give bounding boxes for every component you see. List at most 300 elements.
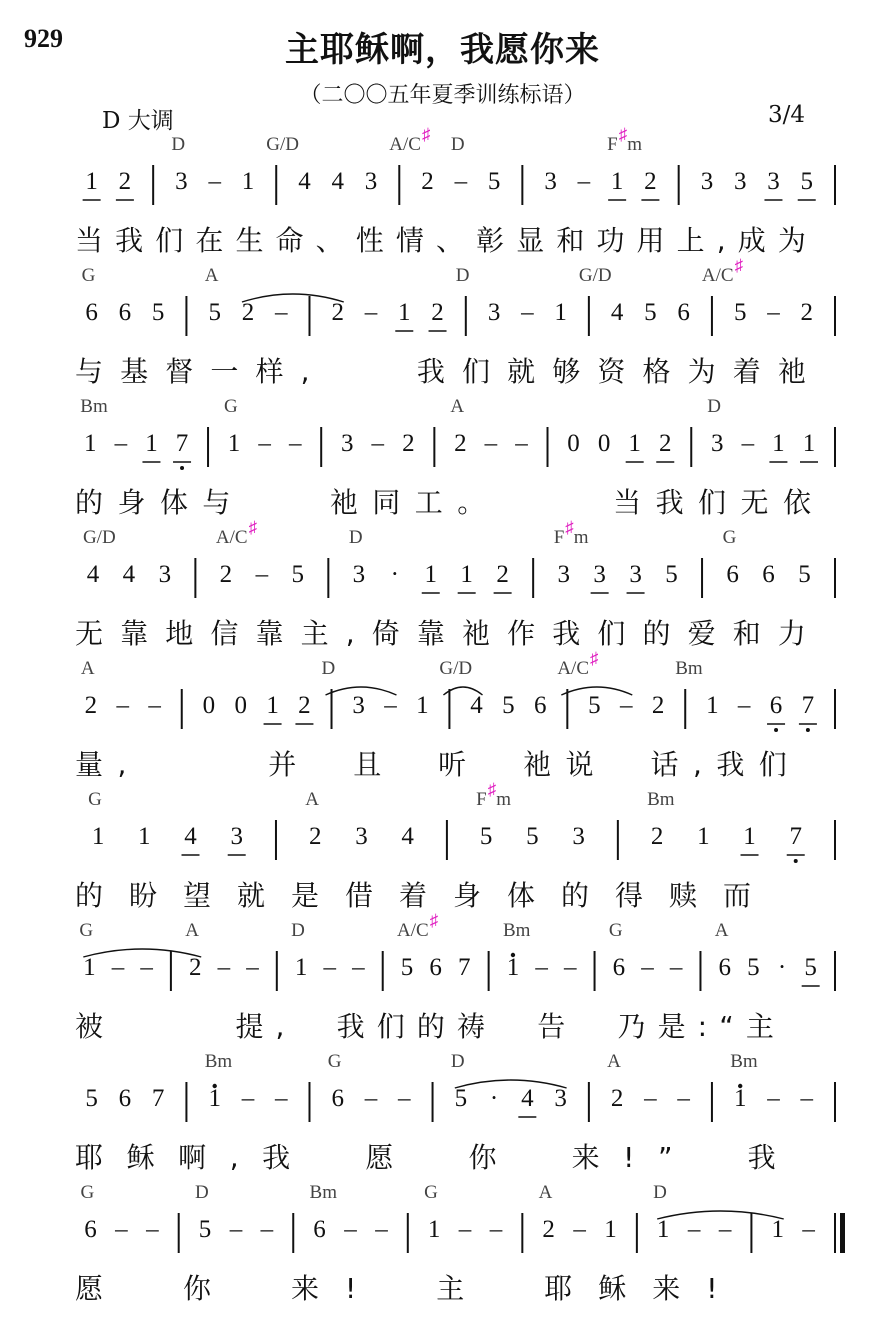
dash: – bbox=[535, 954, 548, 981]
dash: – bbox=[352, 954, 365, 981]
note: 3 bbox=[230, 823, 243, 850]
chord-symbol bbox=[397, 911, 439, 942]
note: 2 bbox=[118, 168, 132, 195]
system-5 bbox=[0, 649, 885, 790]
chord-root: G bbox=[81, 265, 96, 286]
chord-root: Bm bbox=[309, 1182, 337, 1203]
note: 5 bbox=[804, 954, 817, 981]
chord-root: G/D bbox=[578, 265, 612, 286]
dash: – bbox=[687, 1216, 701, 1243]
sharp-sign: ♯ bbox=[248, 518, 258, 537]
note: 2 bbox=[241, 299, 255, 326]
note: 1 bbox=[460, 561, 473, 588]
chord-root: G bbox=[608, 920, 623, 941]
note: 3 bbox=[572, 823, 585, 850]
chord-root: G bbox=[722, 527, 737, 548]
chord-root: Bm bbox=[502, 920, 531, 941]
note: 7 bbox=[458, 954, 471, 981]
dot: · bbox=[777, 954, 787, 981]
chord-root: G bbox=[88, 789, 102, 810]
note: 5 bbox=[487, 168, 501, 195]
chord-symbol bbox=[653, 1182, 667, 1204]
chord-root: A bbox=[714, 920, 729, 941]
system-3 bbox=[0, 397, 885, 528]
note: 6 bbox=[726, 561, 739, 588]
note: 2 bbox=[421, 168, 434, 195]
chord-symbol bbox=[205, 265, 219, 287]
chord-root: G bbox=[424, 1182, 438, 1203]
note: 1 bbox=[628, 430, 641, 457]
lyrics-line: 量, 并 且 听 祂说 话,我们 bbox=[75, 748, 802, 781]
chord-root: D bbox=[348, 527, 363, 548]
lyrics-line: 的盼望就是借着身体的得赎而 bbox=[75, 879, 778, 912]
dash: – bbox=[515, 430, 528, 457]
note: 2 bbox=[298, 692, 311, 719]
note: 1 bbox=[743, 823, 756, 850]
chord-root: G bbox=[79, 920, 94, 941]
note: 5 bbox=[454, 1085, 468, 1112]
chord-symbol bbox=[451, 134, 465, 156]
note: 1 bbox=[266, 692, 279, 719]
dash: – bbox=[677, 1085, 690, 1112]
chord-symbol bbox=[439, 658, 472, 680]
note: 5 bbox=[665, 561, 678, 588]
note: 1 bbox=[697, 823, 710, 850]
sharp-sign: ♯ bbox=[487, 780, 497, 799]
note: 3 bbox=[158, 561, 172, 588]
dash: – bbox=[258, 430, 271, 457]
note: 1 bbox=[706, 692, 719, 719]
chord-root: G bbox=[327, 1051, 342, 1072]
note: 5 bbox=[400, 954, 414, 981]
note: 1 bbox=[506, 954, 520, 981]
note: 1 bbox=[772, 430, 785, 457]
dash: – bbox=[454, 168, 468, 195]
system-6 bbox=[0, 780, 885, 921]
dash: – bbox=[741, 430, 755, 457]
note: 2 bbox=[308, 823, 322, 850]
chord-symbol bbox=[707, 396, 721, 418]
note: 3 bbox=[352, 561, 366, 588]
note: 3 bbox=[487, 299, 501, 326]
dash: – bbox=[577, 168, 591, 195]
note: 1 bbox=[554, 299, 567, 326]
dash: – bbox=[375, 1216, 388, 1243]
chord-root: A bbox=[305, 789, 319, 810]
note: 2 bbox=[800, 299, 813, 326]
dash: – bbox=[246, 954, 259, 981]
chord-root: A bbox=[185, 920, 199, 941]
chord-symbol bbox=[195, 1182, 209, 1204]
chord-symbol bbox=[305, 789, 319, 811]
note: 2 bbox=[644, 168, 657, 195]
note: 1 bbox=[83, 954, 96, 981]
note: 3 bbox=[767, 168, 780, 195]
note: 5 bbox=[747, 954, 760, 981]
note: 5 bbox=[85, 1085, 98, 1112]
chord-symbol bbox=[328, 1051, 342, 1073]
note: 2 bbox=[496, 561, 509, 588]
note: 1 bbox=[208, 1085, 221, 1112]
note: 0 bbox=[234, 692, 247, 719]
dash: – bbox=[767, 299, 780, 326]
chord-symbol bbox=[88, 789, 102, 811]
chord-symbol bbox=[456, 265, 470, 287]
chord-root: A bbox=[204, 265, 219, 286]
note: 6 bbox=[85, 299, 98, 326]
dash: – bbox=[737, 692, 751, 719]
dash: – bbox=[114, 430, 128, 457]
system-1 bbox=[0, 125, 885, 266]
note: 6 bbox=[118, 299, 132, 326]
system-9 bbox=[0, 1183, 885, 1314]
chord-quality: m bbox=[627, 134, 642, 155]
dash: – bbox=[489, 1216, 503, 1243]
chord-root: Bm bbox=[730, 1051, 758, 1072]
chord-root: G/D bbox=[266, 134, 299, 155]
key-signature: D 大调 bbox=[102, 108, 174, 134]
note: 3 bbox=[557, 561, 570, 588]
chord-symbol bbox=[291, 920, 305, 942]
system-8 bbox=[0, 1052, 885, 1183]
chord-symbol bbox=[171, 134, 185, 156]
dash: – bbox=[620, 692, 633, 719]
note: 5 bbox=[733, 299, 747, 326]
dash: – bbox=[641, 954, 654, 981]
dash: – bbox=[115, 1216, 128, 1243]
dash: – bbox=[116, 692, 130, 719]
chord-symbol bbox=[80, 396, 107, 418]
lyrics-line: 当我们在生命、性情、彰显和功用上,成为 bbox=[75, 224, 819, 257]
dash: – bbox=[364, 299, 378, 326]
chord-root: F bbox=[607, 134, 618, 155]
chord-symbol bbox=[609, 920, 623, 942]
lyrics-line: 与基督一样, 我们就够资格为着祂 bbox=[75, 355, 824, 388]
note: 3 bbox=[355, 823, 368, 850]
note: 1 bbox=[145, 430, 158, 457]
low-octave-dot bbox=[794, 859, 798, 863]
note: 7 bbox=[801, 692, 815, 719]
system-4 bbox=[0, 518, 885, 659]
lyrics-line: 愿 你 来! 主 耶稣来! bbox=[75, 1272, 744, 1305]
note: 4 bbox=[521, 1085, 534, 1112]
note: 3 bbox=[554, 1085, 567, 1112]
note: 6 bbox=[762, 561, 775, 588]
dash: – bbox=[573, 1216, 586, 1243]
note: 4 bbox=[401, 823, 414, 850]
chord-root: A bbox=[450, 396, 465, 417]
chord-symbol bbox=[310, 1182, 337, 1204]
sharp-sign: ♯ bbox=[429, 911, 439, 930]
low-octave-dot bbox=[806, 728, 810, 732]
note: 1 bbox=[733, 1085, 747, 1112]
chord-symbol bbox=[607, 125, 642, 156]
chord-root: Bm bbox=[647, 789, 675, 810]
time-signature: 3/4 bbox=[768, 102, 806, 128]
system-7 bbox=[0, 911, 885, 1052]
chord-symbol bbox=[607, 1051, 621, 1073]
chord-symbol bbox=[450, 396, 464, 418]
sharp-sign: ♯ bbox=[565, 518, 574, 537]
note: 1 bbox=[227, 430, 241, 457]
chord-symbol bbox=[185, 920, 199, 942]
chord-symbol bbox=[389, 125, 431, 156]
note: 6 bbox=[533, 692, 547, 719]
chord-root: F bbox=[553, 527, 565, 548]
subtitle: （二〇〇五年夏季训练标语） bbox=[299, 83, 586, 108]
note: 2 bbox=[84, 692, 98, 719]
chord-root: A/C bbox=[557, 658, 589, 679]
chord-root: G/D bbox=[439, 658, 473, 679]
lyrics-line: 被 提, 我们的祷 告 乃是:“主 bbox=[75, 1010, 786, 1043]
note: 4 bbox=[86, 561, 100, 588]
chord-root: D bbox=[171, 134, 186, 155]
chord-symbol bbox=[557, 649, 599, 680]
note: 5 bbox=[479, 823, 493, 850]
note: 2 bbox=[651, 692, 665, 719]
chord-root: Bm bbox=[80, 396, 108, 417]
note: 6 bbox=[677, 299, 690, 326]
note: 0 bbox=[597, 430, 611, 457]
note: 3 bbox=[175, 168, 188, 195]
chord-symbol bbox=[82, 265, 96, 287]
note: 5 bbox=[208, 299, 221, 326]
dash: – bbox=[323, 954, 336, 981]
sharp-sign: ♯ bbox=[734, 256, 744, 275]
note: 2 bbox=[659, 430, 672, 457]
chord-symbol bbox=[81, 658, 95, 680]
sharp-sign: ♯ bbox=[590, 649, 599, 668]
dash: – bbox=[288, 430, 302, 457]
dot: · bbox=[390, 561, 399, 588]
dash: – bbox=[148, 692, 161, 719]
dash: – bbox=[208, 168, 221, 195]
chord-symbol bbox=[215, 518, 258, 549]
note: 2 bbox=[650, 823, 664, 850]
dash: – bbox=[767, 1085, 780, 1112]
note: 1 bbox=[91, 823, 105, 850]
dash: – bbox=[563, 954, 577, 981]
dash: – bbox=[274, 299, 288, 326]
note: 5 bbox=[151, 299, 165, 326]
note: 5 bbox=[198, 1216, 212, 1243]
dash: – bbox=[384, 692, 397, 719]
chord-symbol bbox=[349, 527, 363, 549]
lyrics-line: 无靠地信靠主,倚靠祂作我们的爱和力 bbox=[75, 617, 824, 650]
chord-symbol bbox=[723, 527, 737, 549]
chord-symbol bbox=[476, 780, 512, 811]
hymn-number: 929 bbox=[24, 24, 63, 53]
note: 6 bbox=[612, 954, 626, 981]
chord-symbol bbox=[451, 1051, 465, 1073]
note: 1 bbox=[398, 299, 411, 326]
chord-root: A/C bbox=[389, 134, 421, 155]
dash: – bbox=[274, 1085, 288, 1112]
dash: – bbox=[802, 1216, 815, 1243]
note: 2 bbox=[431, 299, 444, 326]
dash: – bbox=[255, 561, 269, 588]
chord-root: A/C bbox=[701, 265, 734, 286]
chord-root: D bbox=[455, 265, 470, 286]
chord-symbol bbox=[715, 920, 729, 942]
note: 2 bbox=[188, 954, 202, 981]
dash: – bbox=[521, 299, 534, 326]
note: 3 bbox=[352, 692, 365, 719]
system-2 bbox=[0, 256, 885, 397]
chord-symbol bbox=[701, 256, 744, 287]
note: 5 bbox=[502, 692, 515, 719]
chord-symbol bbox=[205, 1051, 232, 1073]
dash: – bbox=[458, 1216, 472, 1243]
chord-symbol bbox=[266, 134, 299, 156]
note: 1 bbox=[604, 1216, 617, 1243]
note: 0 bbox=[567, 430, 580, 457]
chord-symbol bbox=[539, 1182, 553, 1204]
note: 6 bbox=[118, 1085, 132, 1112]
chord-symbol bbox=[224, 396, 238, 418]
note: 4 bbox=[610, 299, 624, 326]
chord-root: F bbox=[476, 789, 487, 810]
chord-quality: m bbox=[573, 527, 589, 548]
note: 1 bbox=[424, 561, 437, 588]
chord-symbol bbox=[503, 920, 530, 942]
chord-root: D bbox=[321, 658, 336, 679]
lyrics-line: 耶稣啊,我 愿 你 来!” 我 bbox=[75, 1141, 800, 1174]
final-bar bbox=[840, 1213, 845, 1253]
note: 1 bbox=[610, 168, 624, 195]
note: 3 bbox=[340, 430, 354, 457]
chord-root: Bm bbox=[675, 658, 703, 679]
chord-root: A/C bbox=[397, 920, 429, 941]
chord-root: D bbox=[707, 396, 721, 417]
chord-root: G/D bbox=[82, 527, 116, 548]
dot: · bbox=[489, 1085, 499, 1112]
note: 5 bbox=[800, 168, 813, 195]
note: 7 bbox=[151, 1085, 165, 1112]
chord-root: Bm bbox=[204, 1051, 233, 1072]
dash: – bbox=[800, 1085, 813, 1112]
note: 2 bbox=[542, 1216, 555, 1243]
note: 7 bbox=[175, 430, 189, 457]
sharp-sign: ♯ bbox=[421, 125, 431, 144]
dash: – bbox=[140, 954, 153, 981]
dash: – bbox=[111, 954, 125, 981]
chord-symbol bbox=[80, 1182, 94, 1204]
chord-symbol bbox=[553, 518, 589, 549]
chord-symbol bbox=[675, 658, 702, 680]
page-title: 主耶稣啊，我愿你来 bbox=[285, 30, 600, 70]
chord-symbol bbox=[730, 1051, 757, 1073]
note: 1 bbox=[84, 430, 97, 457]
chord-root: G bbox=[224, 396, 238, 417]
dash: – bbox=[260, 1216, 274, 1243]
note: 2 bbox=[402, 430, 415, 457]
note: 4 bbox=[122, 561, 136, 588]
chord-root: G bbox=[80, 1182, 95, 1203]
chord-root: D bbox=[195, 1182, 209, 1203]
note: 1 bbox=[656, 1216, 670, 1243]
chord-root: D bbox=[450, 1051, 465, 1072]
note: 0 bbox=[202, 692, 216, 719]
dash: – bbox=[484, 430, 498, 457]
note: 6 bbox=[429, 954, 442, 981]
low-octave-dot bbox=[180, 466, 184, 470]
note: 6 bbox=[84, 1216, 97, 1243]
note: 5 bbox=[526, 823, 539, 850]
note: 3 bbox=[733, 168, 747, 195]
note: 5 bbox=[644, 299, 657, 326]
note: 5 bbox=[798, 561, 811, 588]
note: 1 bbox=[416, 692, 429, 719]
chord-symbol bbox=[647, 789, 674, 811]
dash: – bbox=[718, 1216, 732, 1243]
dash: – bbox=[241, 1085, 255, 1112]
dash: – bbox=[229, 1216, 243, 1243]
note: 2 bbox=[219, 561, 233, 588]
note: 5 bbox=[588, 692, 601, 719]
note: 6 bbox=[313, 1216, 326, 1243]
chord-root: A bbox=[80, 658, 95, 679]
chord-quality: m bbox=[496, 789, 512, 810]
note: 6 bbox=[331, 1085, 344, 1112]
dash: – bbox=[669, 954, 683, 981]
note: 2 bbox=[454, 430, 467, 457]
chord-root: D bbox=[450, 134, 465, 155]
note: 2 bbox=[331, 299, 344, 326]
note: 2 bbox=[610, 1085, 624, 1112]
chord-root: D bbox=[653, 1182, 667, 1203]
note: 3 bbox=[700, 168, 714, 195]
dash: – bbox=[371, 430, 385, 457]
note: 4 bbox=[298, 168, 311, 195]
note: 1 bbox=[138, 823, 151, 850]
note: 1 bbox=[241, 168, 255, 195]
chord-symbol bbox=[579, 265, 612, 287]
note: 7 bbox=[789, 823, 802, 850]
note: 6 bbox=[769, 692, 783, 719]
chord-root: D bbox=[291, 920, 305, 941]
dash: – bbox=[644, 1085, 657, 1112]
chord-root: A/C bbox=[215, 527, 248, 548]
chord-symbol bbox=[322, 658, 336, 680]
dash: – bbox=[217, 954, 231, 981]
lyrics-line: 的身体与 祂同工。 当我们无依 bbox=[75, 486, 826, 519]
note: 3 bbox=[629, 561, 642, 588]
note: 1 bbox=[85, 168, 98, 195]
note: 3 bbox=[711, 430, 724, 457]
note: 3 bbox=[593, 561, 606, 588]
note: 5 bbox=[291, 561, 305, 588]
chord-symbol bbox=[79, 920, 93, 942]
note: 3 bbox=[364, 168, 378, 195]
dash: – bbox=[146, 1216, 159, 1243]
note: 4 bbox=[184, 823, 197, 850]
note: 4 bbox=[331, 168, 344, 195]
note: 3 bbox=[544, 168, 557, 195]
dash: – bbox=[364, 1085, 378, 1112]
dash: – bbox=[398, 1085, 411, 1112]
dash: – bbox=[344, 1216, 357, 1243]
note: 1 bbox=[802, 430, 816, 457]
note: 1 bbox=[771, 1216, 784, 1243]
chord-symbol bbox=[83, 527, 116, 549]
note: 6 bbox=[718, 954, 732, 981]
chord-root: A bbox=[607, 1051, 621, 1072]
low-octave-dot bbox=[774, 728, 778, 732]
chord-root: A bbox=[538, 1182, 553, 1203]
note: 4 bbox=[470, 692, 483, 719]
chord-symbol bbox=[424, 1182, 438, 1204]
